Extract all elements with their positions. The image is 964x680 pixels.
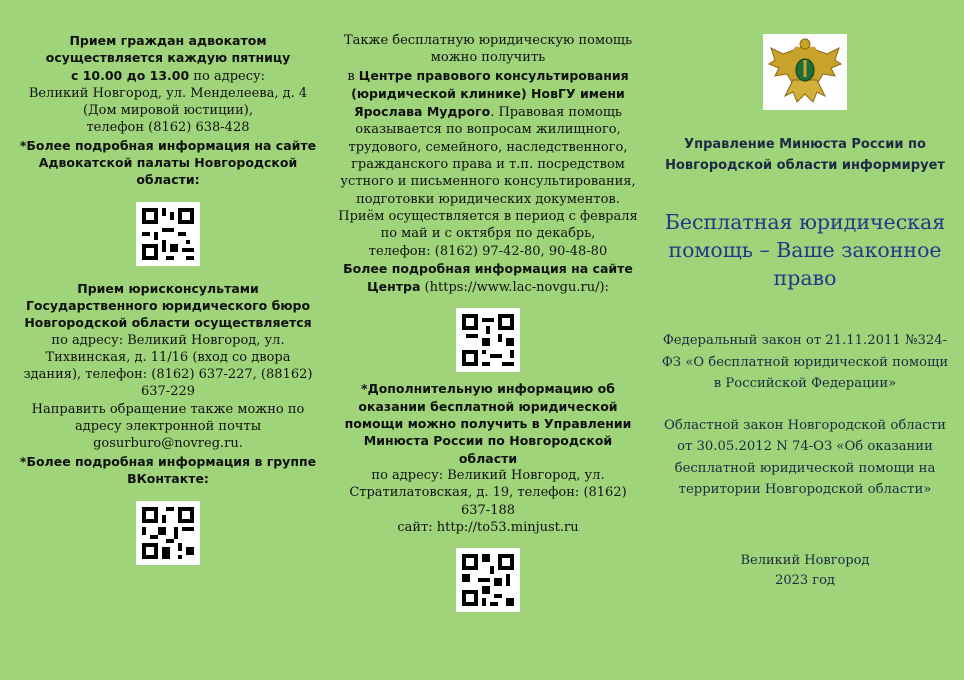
clinic-name: Центре правового консультирования (юридической клинике) НовГУ имени Ярослава Мудрого <box>351 67 629 120</box>
clinic-site[interactable]: (https://www.lac-novgu.ru/): <box>420 280 609 296</box>
qr-code-icon <box>462 554 514 606</box>
minjust-website[interactable]: сайт: http://to53.minjust.ru <box>397 519 579 535</box>
minjust-emblem-icon <box>763 34 847 110</box>
qr-advocate[interactable] <box>136 202 200 266</box>
federal-law: Федеральный закон от 21.11.2011 №324-ФЗ «О бесплатной юридической помощи в Российской Федерации» <box>661 333 949 391</box>
clinic-phone: телефон: (8162) 97-42-80, 90-48-80 <box>368 243 608 259</box>
column-middle <box>338 32 638 620</box>
advocate-address-lead: по адресу: <box>193 68 266 84</box>
advocate-more-info: *Более подробная информация на сайте Адвокатской палаты Новгородской области: <box>19 137 317 188</box>
qr-vkontakte[interactable] <box>136 501 200 565</box>
regional-law: Областной закон Новгородской области от 30.05.2012 N 74-ОЗ «Об оказании бесплатной юридической помощи на территории Новгородской области» <box>664 417 946 497</box>
column-right <box>660 34 950 591</box>
advocate-phone: телефон (8162) 638-428 <box>86 120 250 136</box>
year: 2023 год <box>775 572 835 588</box>
advocate-schedule <box>18 67 318 85</box>
qr-code-icon <box>142 507 194 559</box>
clinic-more-info: Более подробная информация на сайте Центра <box>343 260 633 295</box>
qr-code-icon <box>462 314 514 366</box>
advocate-address: Великий Новгород, ул. Менделеева, д. 4 (Дом мировой юстиции), <box>28 85 308 119</box>
bureau-email-note: Направить обращение также можно по адресу электронной почты gosurburo@novreg.ru. <box>31 401 305 452</box>
clinic-prefix: в <box>347 68 355 84</box>
qr-clinic[interactable] <box>456 308 520 372</box>
minjust-additional: *Дополнительную информацию об оказании бесплатной юридической помощи можно получить в Управлении Минюста России по Новгородской области <box>344 381 632 466</box>
bureau-more-info: *Более подробная информация в группе ВКонтакте: <box>19 453 317 486</box>
bureau-heading: Прием юрисконсультами Государственного юридического бюро Новгородской области осуществляется <box>24 280 312 331</box>
city: Великий Новгород <box>740 552 870 568</box>
clinic-paragraph <box>338 67 638 243</box>
emblem <box>763 34 847 110</box>
clinic-body: . Правовая помощь оказывается по вопросам жилищного, трудового, семейного, наследственного, гражданского права и т.п. посредством устного и письменного консультирования, подготовки юридических документов. Приём осуществляется в период с февраля по май и с октября по декабрь, <box>338 105 638 242</box>
clinic-intro: Также бесплатную юридическую помощь можно получить <box>343 33 633 66</box>
leaflet-title: Бесплатная юридическая помощь – Ваше законное право <box>664 210 946 290</box>
informs-heading: Управление Минюста России по Новгородской области информирует <box>665 137 945 173</box>
clinic-more-info-line <box>338 260 638 297</box>
advocate-time: с 10.00 до 13.00 <box>70 67 190 83</box>
minjust-address: по адресу: Великий Новгород, ул. Стратилатовская, д. 19, телефон: (8162) 637-188 <box>349 467 627 518</box>
advocate-heading: Прием граждан адвокатом осуществляется каждую пятницу <box>45 33 291 66</box>
bureau-address: по адресу: Великий Новгород, ул. Тихвинская, д. 11/16 (вход со двора здания), телефон: (8162) 637-227, (88162) 637-229 <box>23 332 313 400</box>
column-left <box>18 32 318 573</box>
qr-minjust[interactable] <box>456 548 520 612</box>
qr-code-icon <box>142 208 194 260</box>
